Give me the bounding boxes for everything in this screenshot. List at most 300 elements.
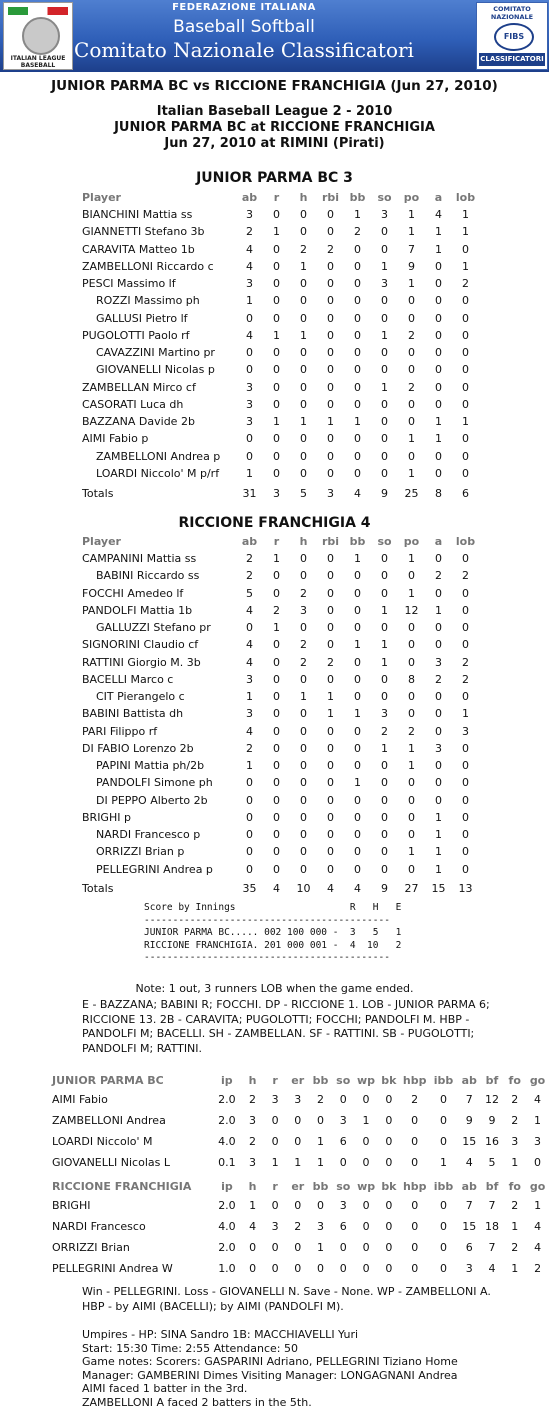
- column-header: lob: [455, 535, 476, 548]
- stat-cell: 8: [435, 486, 442, 500]
- stat-cell: 0: [300, 793, 307, 807]
- stat-cell: 0: [462, 242, 469, 256]
- league-line: Italian Baseball League 2 - 2010: [156, 104, 393, 119]
- stat-cell: 1: [462, 415, 469, 429]
- stat-cell: 0: [440, 1220, 448, 1233]
- column-header: Player: [82, 535, 121, 548]
- stat-cell: 0: [300, 277, 307, 291]
- stat-cell: 1: [462, 707, 469, 721]
- stat-cell: 0: [273, 690, 280, 704]
- stat-cell: 0: [354, 242, 361, 256]
- player-name: CAMPANINI Mattia ss: [82, 552, 197, 566]
- stat-cell: 0: [273, 724, 280, 738]
- stat-cell: 0: [273, 845, 280, 859]
- column-header: ip: [221, 1180, 233, 1193]
- stat-cell: 1: [534, 1199, 542, 1212]
- stat-cell: 3: [381, 277, 388, 291]
- stat-cell: 3: [462, 724, 469, 738]
- stat-cell: 0: [408, 690, 415, 704]
- stat-cell: 12: [404, 603, 419, 617]
- column-header: bk: [381, 1074, 397, 1087]
- stat-cell: 2: [462, 672, 469, 686]
- stat-cell: 0: [300, 346, 307, 360]
- stat-cell: 0: [339, 1241, 347, 1254]
- stat-cell: 1: [249, 1199, 257, 1212]
- stat-cell: 3: [271, 1093, 279, 1106]
- flag-stripe: [8, 7, 68, 15]
- stat-cell: 0: [249, 1262, 257, 1275]
- stat-cell: 0: [246, 776, 253, 790]
- player-row: [82, 361, 479, 378]
- stat-cell: 0: [385, 1199, 393, 1212]
- stat-cell: 0: [440, 1241, 448, 1254]
- stat-cell: 27: [404, 882, 419, 896]
- stat-cell: 0: [273, 741, 280, 755]
- stat-cell: 0: [385, 1156, 393, 1169]
- stat-cell: 0: [300, 552, 307, 566]
- stat-cell: 0: [462, 346, 469, 360]
- stat-cell: 2: [300, 655, 307, 669]
- pitcher-row: [52, 1216, 549, 1237]
- stat-cell: 0: [327, 294, 334, 308]
- stat-cell: 9: [381, 486, 388, 500]
- stat-cell: 2: [411, 1093, 419, 1106]
- team-header: RICCIONE FRANCHIGIA: [52, 1180, 192, 1193]
- stat-cell: 1: [294, 1156, 302, 1169]
- stat-cell: 0: [327, 586, 334, 600]
- stat-cell: 0: [300, 845, 307, 859]
- player-name: BAZZANA Davide 2b: [82, 415, 195, 429]
- stat-cell: 0: [354, 380, 361, 394]
- stat-cell: 0: [534, 1156, 542, 1169]
- stat-cell: 0: [273, 862, 280, 876]
- stat-cell: 0: [381, 415, 388, 429]
- stat-cell: 1: [354, 552, 361, 566]
- player-row: [82, 654, 479, 671]
- stat-cell: 0: [462, 621, 469, 635]
- stat-cell: 1: [354, 638, 361, 652]
- batter-icon: [22, 17, 60, 55]
- player-name: RATTINI Giorgio M. 3b: [82, 655, 201, 669]
- stat-cell: 0: [273, 363, 280, 377]
- pitcher-name: ZAMBELLONI Andrea: [52, 1114, 166, 1127]
- player-row: [82, 619, 479, 636]
- stat-cell: 0: [435, 638, 442, 652]
- stat-cell: 3: [435, 741, 442, 755]
- column-header: er: [291, 1180, 305, 1193]
- totals-row: [82, 482, 479, 504]
- column-header: rbi: [321, 535, 340, 548]
- stat-cell: 0: [381, 621, 388, 635]
- stat-cell: 0: [327, 672, 334, 686]
- stat-cell: 0: [381, 672, 388, 686]
- stat-cell: 1: [316, 1135, 324, 1148]
- stat-cell: 0: [294, 1199, 302, 1212]
- stat-cell: 5: [300, 486, 307, 500]
- stat-cell: 1: [408, 759, 415, 773]
- stat-cell: 0: [327, 810, 334, 824]
- stat-cell: 0: [408, 415, 415, 429]
- score-by-innings: Score by Innings R H E ------------------------------------------- JUNIOR PARMA BC..... 002 100 000 - 3 5 1 RICCIONE FRANCHIGIA. 201 000 001 - 4 10 2 -------------------------------------------: [144, 902, 402, 963]
- stat-cell: 0: [273, 397, 280, 411]
- player-name: PARI Filippo rf: [82, 724, 158, 738]
- pitcher-row: [52, 1152, 549, 1173]
- stat-cell: 1: [381, 741, 388, 755]
- stat-cell: 35: [242, 882, 257, 896]
- stat-cell: 1.0: [218, 1262, 236, 1275]
- stat-cell: 0: [408, 828, 415, 842]
- column-header: go: [529, 1180, 546, 1193]
- header-banner: [0, 0, 549, 72]
- pitcher-row: [52, 1110, 549, 1131]
- player-name: BRIGHI p: [82, 810, 131, 824]
- stat-cell: 0: [273, 672, 280, 686]
- league-logo: [3, 2, 73, 70]
- stat-cell: 1: [381, 328, 388, 342]
- stat-cell: 7: [488, 1241, 496, 1254]
- stat-cell: 0: [362, 1156, 370, 1169]
- pitcher-name: NARDI Francesco: [52, 1220, 146, 1233]
- stat-cell: 1: [511, 1220, 519, 1233]
- stat-cell: 2: [248, 1093, 256, 1106]
- stat-cell: 0: [300, 380, 307, 394]
- stat-cell: 3: [246, 208, 253, 222]
- column-header: h: [299, 535, 308, 548]
- stat-cell: 0: [271, 1241, 279, 1254]
- stat-cell: 0: [381, 311, 388, 325]
- stat-cell: 0: [327, 552, 334, 566]
- stat-cell: 0: [435, 621, 442, 635]
- stat-cell: 3: [300, 603, 307, 617]
- stat-cell: 3: [271, 1220, 279, 1233]
- stat-cell: 0: [246, 793, 253, 807]
- stat-cell: 1: [327, 707, 334, 721]
- stat-cell: 0: [327, 225, 334, 239]
- stat-cell: 0: [273, 655, 280, 669]
- stat-cell: 0: [408, 569, 415, 583]
- stat-cell: 9: [408, 259, 415, 273]
- column-header: r: [272, 1074, 278, 1087]
- stat-cell: 0: [294, 1135, 302, 1148]
- column-header: h: [299, 191, 308, 204]
- stat-cell: 0: [327, 862, 334, 876]
- stat-cell: 0: [408, 776, 415, 790]
- pitcher-name: LOARDI Niccolo' M: [52, 1135, 153, 1148]
- column-header: so: [336, 1074, 351, 1087]
- stat-cell: 0: [385, 1135, 393, 1148]
- stat-cell: 0: [246, 845, 253, 859]
- stat-cell: 0: [246, 346, 253, 360]
- player-row: [82, 671, 479, 688]
- stat-cell: 2.0: [218, 1093, 236, 1106]
- stat-cell: 0: [354, 432, 361, 446]
- stat-cell: 0: [273, 828, 280, 842]
- column-header: ab: [241, 535, 258, 548]
- player-name: ZAMBELLAN Mirco cf: [82, 380, 196, 394]
- stat-cell: 0: [273, 449, 280, 463]
- stat-cell: 0: [327, 621, 334, 635]
- column-header: po: [403, 191, 420, 204]
- stat-cell: 4: [246, 328, 253, 342]
- column-header: hbp: [402, 1074, 427, 1087]
- game-footer: [82, 1328, 512, 1410]
- stat-cell: 0: [327, 724, 334, 738]
- stat-cell: 0: [435, 346, 442, 360]
- stat-cell: 0: [411, 1220, 419, 1233]
- stat-cell: 1: [435, 810, 442, 824]
- stat-cell: 3: [246, 380, 253, 394]
- stat-cell: 4: [246, 724, 253, 738]
- stat-cell: 0: [435, 759, 442, 773]
- stat-cell: 4: [327, 882, 334, 896]
- stat-cell: 1: [273, 225, 280, 239]
- stat-cell: 0: [435, 586, 442, 600]
- stat-cell: 0: [435, 277, 442, 291]
- stat-cell: 1: [273, 552, 280, 566]
- column-header: a: [434, 535, 443, 548]
- column-header: a: [434, 191, 443, 204]
- stat-cell: 0: [327, 793, 334, 807]
- stat-cell: 0: [339, 1156, 347, 1169]
- player-row: [82, 448, 479, 465]
- stat-cell: 0: [271, 1135, 279, 1148]
- home-batting-table: [82, 533, 479, 900]
- header-row: [82, 189, 479, 206]
- stat-cell: 0: [327, 328, 334, 342]
- stat-cell: 4: [249, 1220, 257, 1233]
- stat-cell: 0: [327, 449, 334, 463]
- player-row: [82, 757, 479, 774]
- stat-cell: 1: [408, 552, 415, 566]
- game-end-note: Note: 1 out, 3 runners LOB when the game ended.: [135, 982, 414, 995]
- stat-cell: 1: [246, 759, 253, 773]
- stat-cell: 7: [465, 1199, 473, 1212]
- start-time-line: Start: 15:30 Time: 2:55 Attendance: 50: [82, 1341, 298, 1355]
- stat-cell: 2: [511, 1199, 519, 1212]
- stat-cell: 0: [327, 776, 334, 790]
- column-header: ab: [461, 1074, 477, 1087]
- stat-cell: 1: [435, 242, 442, 256]
- game-notes-line: Game notes: Scorers: GASPARINI Adriano, PELLEGRINI Tiziano Home Manager: GAMBERINI Dimes Visiting Manager: LONGAGNANI Andrea: [82, 1355, 458, 1382]
- player-name: PAPINI Mattia ph/2b: [96, 759, 205, 773]
- player-row: [82, 206, 479, 223]
- stat-cell: 0: [246, 449, 253, 463]
- stat-cell: 0: [327, 363, 334, 377]
- stat-cell: 0: [411, 1199, 419, 1212]
- stat-cell: 0: [327, 569, 334, 583]
- stat-cell: 1: [317, 1241, 325, 1254]
- stat-cell: 0: [354, 793, 361, 807]
- logo-text: ITALIAN LEAGUE BASEBALL: [10, 55, 66, 69]
- stat-cell: 0: [354, 724, 361, 738]
- stat-cell: 0: [462, 397, 469, 411]
- stat-cell: 1: [408, 845, 415, 859]
- column-header: bf: [485, 1074, 499, 1087]
- stat-cell: 0: [327, 828, 334, 842]
- stat-cell: 9: [465, 1114, 473, 1127]
- stat-cell: 16: [484, 1135, 499, 1148]
- stat-cell: 31: [242, 486, 257, 500]
- stat-cell: 0: [408, 363, 415, 377]
- fibs-logo-icon: FIBS: [494, 23, 534, 51]
- stat-cell: 2: [300, 586, 307, 600]
- player-row: [82, 809, 479, 826]
- stat-cell: 0: [300, 466, 307, 480]
- stat-cell: 0: [462, 586, 469, 600]
- stat-cell: 3: [246, 707, 253, 721]
- stat-cell: 0: [462, 603, 469, 617]
- team-header: JUNIOR PARMA BC: [52, 1074, 164, 1087]
- stat-cell: 1: [381, 259, 388, 273]
- stat-cell: 5: [246, 586, 253, 600]
- stat-cell: 0: [408, 397, 415, 411]
- stat-cell: 1: [300, 259, 307, 273]
- stat-cell: 0: [354, 655, 361, 669]
- stat-cell: 0: [381, 793, 388, 807]
- stat-cell: 0: [435, 690, 442, 704]
- stat-cell: 0: [273, 586, 280, 600]
- stat-cell: 0: [462, 741, 469, 755]
- stat-cell: 1: [273, 328, 280, 342]
- stat-cell: 4: [534, 1220, 542, 1233]
- stat-cell: 4: [354, 882, 361, 896]
- stat-cell: 0: [327, 638, 334, 652]
- stat-cell: 0: [439, 1135, 447, 1148]
- stat-cell: 13: [458, 882, 473, 896]
- stat-cell: 0: [354, 311, 361, 325]
- stat-cell: 0: [273, 311, 280, 325]
- column-header: lob: [455, 191, 476, 204]
- stat-cell: 1: [435, 603, 442, 617]
- stat-cell: 3: [534, 1135, 542, 1148]
- header-row: [82, 533, 479, 550]
- stat-cell: 1: [271, 1156, 279, 1169]
- stat-cell: 1: [354, 415, 361, 429]
- note-line: ZAMBELLONI A faced 2 batters in the 5th.: [82, 1395, 312, 1409]
- stat-cell: 0: [327, 603, 334, 617]
- stat-cell: 1: [511, 1156, 519, 1169]
- pitcher-name: GIOVANELLI Nicolas L: [52, 1156, 170, 1169]
- player-row: [82, 430, 479, 447]
- stat-cell: 0: [440, 1199, 448, 1212]
- stat-cell: 1: [354, 707, 361, 721]
- stat-cell: 0: [300, 397, 307, 411]
- player-name: BABINI Battista dh: [82, 707, 184, 721]
- home-team-title: RICCIONE FRANCHIGIA 4: [178, 515, 371, 531]
- stat-cell: 1: [435, 225, 442, 239]
- stat-cell: 4: [246, 655, 253, 669]
- stat-cell: 1: [408, 586, 415, 600]
- stat-cell: 2: [248, 1135, 256, 1148]
- column-header: bf: [485, 1180, 499, 1193]
- stat-cell: 9: [381, 882, 388, 896]
- player-row: [82, 413, 479, 430]
- stat-cell: 1: [435, 845, 442, 859]
- stat-cell: 4: [246, 242, 253, 256]
- column-header: bb: [312, 1074, 329, 1087]
- stat-cell: 2: [246, 552, 253, 566]
- player-name: CARAVITA Matteo 1b: [82, 242, 195, 256]
- stat-cell: 0: [327, 277, 334, 291]
- column-header: so: [377, 535, 392, 548]
- pitcher-row: [52, 1195, 549, 1216]
- stat-cell: 0: [300, 828, 307, 842]
- stat-cell: 0: [462, 862, 469, 876]
- stat-cell: 0: [327, 208, 334, 222]
- stat-cell: 0: [440, 1262, 448, 1275]
- page-title: JUNIOR PARMA BC vs RICCIONE FRANCHIGIA (Jun 27, 2010): [51, 78, 498, 94]
- stat-cell: 1: [462, 225, 469, 239]
- federation-name: FEDERAZIONE ITALIANA: [172, 2, 316, 13]
- stat-cell: 0: [381, 432, 388, 446]
- stat-cell: 0: [408, 449, 415, 463]
- stat-cell: 0: [381, 225, 388, 239]
- column-header: hbp: [402, 1180, 427, 1193]
- stat-cell: 0: [408, 793, 415, 807]
- column-header: bb: [349, 191, 366, 204]
- stat-cell: 0: [327, 759, 334, 773]
- player-name: ROZZI Massimo ph: [96, 294, 200, 308]
- stat-cell: 0: [246, 363, 253, 377]
- stat-cell: 0: [462, 311, 469, 325]
- stat-cell: 1: [435, 415, 442, 429]
- stat-cell: 1: [381, 638, 388, 652]
- stat-cell: 1: [327, 690, 334, 704]
- column-header: r: [272, 1180, 278, 1193]
- stat-cell: 0: [435, 380, 442, 394]
- player-name: PESCI Massimo lf: [82, 277, 176, 291]
- stat-cell: 0.1: [218, 1156, 236, 1169]
- stat-cell: 0: [381, 449, 388, 463]
- stat-cell: 0: [381, 569, 388, 583]
- stat-cell: 4: [246, 259, 253, 273]
- stat-cell: 0: [273, 707, 280, 721]
- stat-cell: 3: [246, 277, 253, 291]
- stat-cell: 0: [271, 1262, 279, 1275]
- column-header: bb: [312, 1180, 329, 1193]
- stat-cell: 15: [462, 1220, 477, 1233]
- stat-cell: 1: [439, 1156, 447, 1169]
- column-header: so: [336, 1180, 351, 1193]
- stat-cell: 1: [435, 828, 442, 842]
- stat-cell: 3: [273, 486, 280, 500]
- stat-cell: 18: [485, 1220, 500, 1233]
- player-row: [82, 723, 479, 740]
- player-name: AIMI Fabio p: [82, 432, 149, 446]
- stat-cell: 1: [300, 328, 307, 342]
- stat-cell: 0: [246, 311, 253, 325]
- stat-cell: 1: [300, 415, 307, 429]
- stat-cell: 0: [381, 845, 388, 859]
- stat-cell: 4: [246, 638, 253, 652]
- stat-cell: 0: [362, 1220, 370, 1233]
- stat-cell: 0: [362, 1241, 370, 1254]
- stat-cell: 0: [439, 1114, 447, 1127]
- player-row: [82, 585, 479, 602]
- stat-cell: 4: [465, 1156, 473, 1169]
- matchup-line: JUNIOR PARMA BC at RICCIONE FRANCHIGIA: [114, 120, 435, 135]
- stat-cell: 0: [362, 1093, 370, 1106]
- stat-cell: 0: [385, 1241, 393, 1254]
- stat-cell: 0: [385, 1262, 393, 1275]
- stat-cell: 3: [246, 415, 253, 429]
- stat-cell: 0: [300, 810, 307, 824]
- player-row: [82, 310, 479, 327]
- player-name: BABINI Riccardo ss: [96, 569, 200, 583]
- stat-cell: 1: [462, 208, 469, 222]
- stat-cell: 2: [534, 1262, 542, 1275]
- player-name: BACELLI Marco c: [82, 672, 174, 686]
